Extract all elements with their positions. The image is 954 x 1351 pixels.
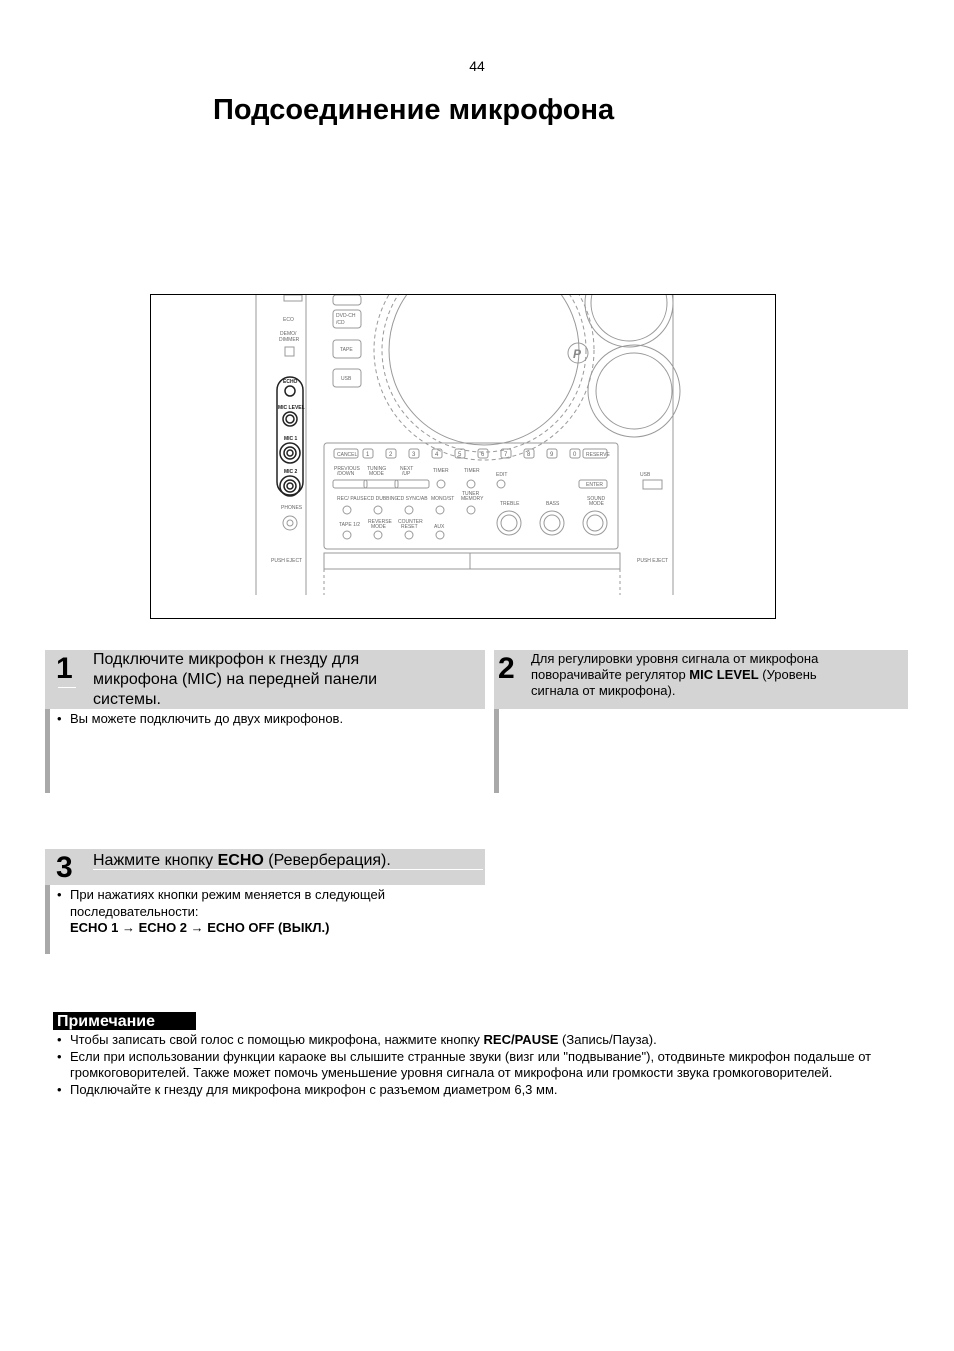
step-2-bar (494, 709, 499, 793)
svg-text:COUNTER: COUNTER (398, 519, 423, 525)
svg-text:0: 0 (573, 452, 577, 458)
step-3-text: Нажмите кнопку ECHO (Реверберация). (93, 852, 391, 869)
note-label: Примечание (53, 1012, 196, 1030)
svg-text:REVERSE: REVERSE (368, 519, 392, 525)
svg-text:/CD: /CD (336, 320, 345, 326)
p-logo: P (573, 347, 582, 361)
reserve-label: RESERVE (586, 452, 610, 458)
tape12-label: TAPE 1/2 (339, 522, 361, 528)
step-1-bullets (55, 711, 475, 728)
svg-text:DIMMER: DIMMER (279, 337, 300, 343)
svg-text:MODE: MODE (371, 524, 386, 530)
note-item: • Если при использовании функции караоке вы слышите странные звуки (визг или "подвывание"), отодвиньте микрофон подальше от громкоговорителей. Также может помочь уменьшение уровня сигнала от микрофона или громкости звука громкоговорителей. (55, 1049, 885, 1082)
list-item: • Вы можете подключить до двух микрофонов. (55, 711, 475, 728)
svg-text:MEMORY: MEMORY (461, 496, 484, 502)
svg-text:5: 5 (458, 452, 462, 458)
svg-text:4: 4 (435, 452, 439, 458)
step-3-number: 3 (56, 851, 73, 884)
echo-label: ECHO (283, 379, 298, 385)
rec-pause-label: REC/ PAUSE (337, 496, 367, 502)
push-eject-left: PUSH EJECT (271, 558, 303, 564)
svg-text:MODE: MODE (369, 471, 384, 477)
step-2-number: 2 (498, 652, 515, 685)
aux-label: AUX (434, 524, 445, 530)
enter-label: ENTER (586, 482, 603, 488)
edit-label: EDIT (496, 472, 508, 478)
step-1-text: Подключите микрофон к гнезду для микрофона (MIC) на передней панели системы. (93, 651, 378, 708)
svg-text:TIMER: TIMER (433, 468, 449, 474)
mic1-label: MIC 1 (284, 436, 298, 442)
usb-port-label: USB (640, 472, 651, 478)
svg-text:TUNING: TUNING (367, 466, 387, 472)
svg-text:2: 2 (389, 452, 393, 458)
mic2-label: MIC 2 (284, 469, 298, 475)
eco-label: ECO (283, 317, 294, 323)
mic-level-label: MIC LEVEL (278, 405, 305, 411)
svg-text:9: 9 (550, 452, 554, 458)
mono-label: MONO/ST (431, 496, 455, 502)
svg-text:6: 6 (481, 452, 485, 458)
front-panel-figure (150, 294, 776, 619)
svg-text:/UP: /UP (402, 471, 411, 477)
list-item: • При нажатиях кнопки режим меняется в следующей последовательности: ECHO 1 → ECHO 2 → ECHO OFF (ВЫКЛ.) (55, 887, 455, 937)
usb-label: USB (341, 376, 352, 382)
svg-text:3: 3 (412, 452, 416, 458)
tape-label: TAPE (340, 347, 353, 353)
step-1-number: 1 (56, 652, 73, 685)
svg-text:/DOWN: /DOWN (337, 471, 355, 477)
note-item: • Подключайте к гнезду для микрофона микрофон с разъемом диаметром 6,3 мм. (55, 1082, 885, 1099)
svg-text:PREVIOUS: PREVIOUS (334, 466, 360, 472)
step-3-bar (45, 885, 50, 954)
step-3-bullets (55, 887, 455, 937)
svg-text:NEXT: NEXT (400, 466, 414, 472)
bass-label: BASS (546, 501, 560, 507)
step-1-bar (45, 709, 50, 793)
svg-text:8: 8 (527, 452, 531, 458)
cd-sync-label: CD SYNC/AB (397, 496, 428, 502)
front-panel-drawing (151, 295, 776, 619)
push-eject-right: PUSH EJECT (637, 558, 669, 564)
note-list (55, 1032, 885, 1098)
svg-text:MODE: MODE (589, 501, 604, 507)
page-number: 44 (469, 58, 485, 74)
svg-text:SOUND: SOUND (587, 496, 606, 502)
svg-text:1: 1 (366, 452, 370, 458)
treble-label: TREBLE (500, 501, 520, 507)
svg-text:TUNER: TUNER (462, 491, 480, 497)
cancel-label: CANCEL (337, 452, 358, 458)
demo-label: DEMO/ (280, 331, 297, 337)
echo-sequence: ECHO 1 → ECHO 2 → ECHO OFF (ВЫКЛ.) (70, 920, 330, 935)
note-item: • Чтобы записать свой голос с помощью микрофона, нажмите кнопку REC/PAUSE (Запись/Пауза). (55, 1032, 885, 1049)
svg-text:TIMER: TIMER (464, 468, 480, 474)
page-title: Подсоединение микрофона (213, 94, 615, 126)
phones-label: PHONES (281, 505, 303, 511)
svg-text:7: 7 (504, 452, 508, 458)
svg-text:DVD-CH: DVD-CH (336, 313, 356, 319)
cd-dubbing-label: CD DUBBING (367, 496, 399, 502)
svg-text:RESET: RESET (401, 524, 418, 530)
step-2-text: Для регулировки уровня сигнала от микрофона поворачивайте регулятор MIC LEVEL (Уровень сигнала от микрофона). (531, 651, 819, 698)
